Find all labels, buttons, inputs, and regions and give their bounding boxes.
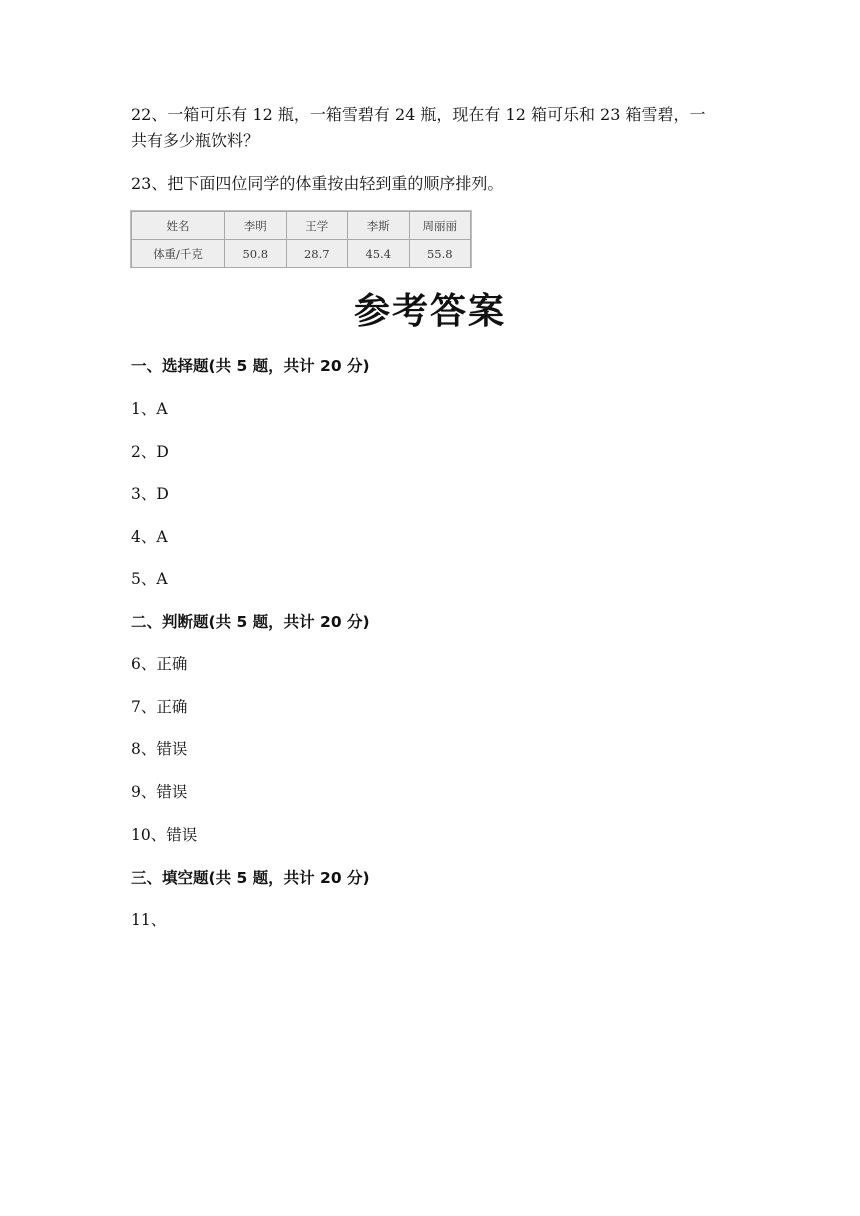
- weight-cell: 45.4: [348, 240, 410, 268]
- answer-key-title: 参考答案: [353, 291, 506, 332]
- question-22-line-2: 共有多少瓶饮料？: [131, 131, 260, 150]
- header-cell: 周丽丽: [409, 212, 471, 240]
- header-cell: 李明: [225, 212, 287, 240]
- question-22-line-1: 22、一箱可乐有 12 瓶，一箱雪碧有 24 瓶，现在有 12 箱可乐和 23 箱雪碧，一: [131, 105, 706, 124]
- row-label-cell: 体重/千克: [132, 240, 225, 268]
- answer-item: 5、A: [131, 570, 168, 588]
- section-title-choice: 一、选择题(共 5 题，共计 20 分): [131, 357, 370, 375]
- answer-item: 10、错误: [131, 826, 198, 844]
- question-23: 23、把下面四位同学的体重按由轻到重的顺序排列。: [131, 174, 504, 193]
- answer-item: 9、错误: [131, 783, 188, 801]
- weight-table-header-row: [132, 212, 471, 240]
- header-cell: 王学: [286, 212, 348, 240]
- answer-item: 8、错误: [131, 740, 188, 758]
- answer-item: 1、A: [131, 400, 168, 418]
- answer-item: 4、A: [131, 528, 168, 546]
- answer-item: 6、正确: [131, 655, 188, 673]
- weight-cell: 55.8: [409, 240, 471, 268]
- header-cell: 李斯: [348, 212, 410, 240]
- answer-item: 2、D: [131, 443, 169, 461]
- answer-item: 11、: [131, 911, 167, 929]
- weight-table-image: [130, 210, 472, 268]
- section-title-judgement: 二、判断题(共 5 题，共计 20 分): [131, 613, 370, 631]
- header-cell-name: 姓名: [132, 212, 225, 240]
- weight-cell: 50.8: [225, 240, 287, 268]
- weight-table-data-row: [132, 240, 471, 268]
- section-title-fill-blank: 三、填空题(共 5 题，共计 20 分): [131, 869, 370, 887]
- answer-item: 7、正确: [131, 698, 188, 716]
- weight-table: [131, 211, 471, 268]
- weight-cell: 28.7: [286, 240, 348, 268]
- answer-item: 3、D: [131, 485, 169, 503]
